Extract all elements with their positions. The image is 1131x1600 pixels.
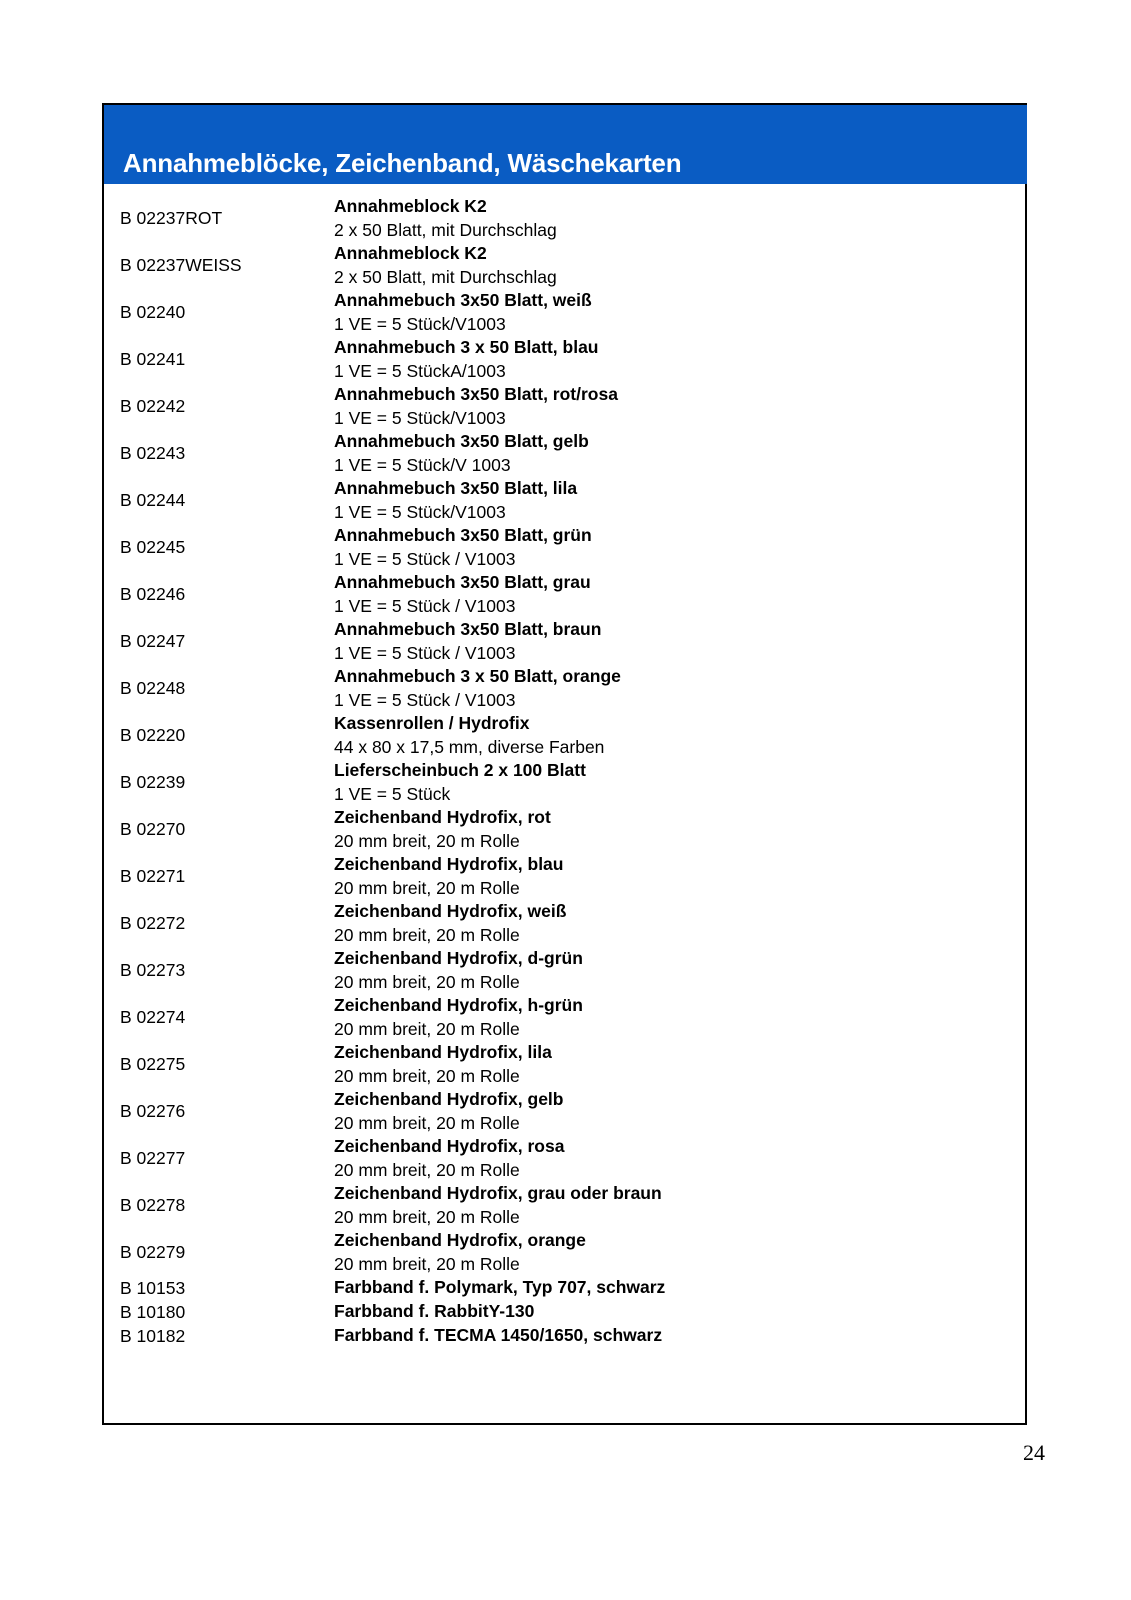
product-list: [104, 184, 1025, 1423]
product-detail: 1 VE = 5 Stück: [334, 783, 451, 804]
product-description: [334, 1088, 1025, 1135]
product-description: [334, 618, 1025, 665]
product-detail: 1 VE = 5 Stück/V1003: [334, 501, 506, 522]
product-name: Zeichenband Hydrofix, grau oder braun: [334, 1183, 662, 1204]
product-row: [104, 477, 1025, 524]
product-detail: 1 VE = 5 Stück / V1003: [334, 595, 516, 616]
product-row: [104, 524, 1025, 571]
product-row: [104, 1041, 1025, 1088]
product-name: Zeichenband Hydrofix, blau: [334, 854, 564, 875]
product-row: [104, 1324, 1025, 1348]
product-description: [334, 383, 1025, 430]
product-row: [104, 383, 1025, 430]
product-row: [104, 712, 1025, 759]
product-name: Zeichenband Hydrofix, h-grün: [334, 995, 583, 1016]
article-code: B 02240: [120, 302, 186, 322]
page-content-frame: [102, 103, 1027, 1425]
product-row: [104, 1300, 1025, 1324]
product-row: [104, 1182, 1025, 1229]
product-row: [104, 759, 1025, 806]
product-detail: 20 mm breit, 20 m Rolle: [334, 1206, 520, 1227]
product-description: [334, 477, 1025, 524]
article-code: B 02274: [120, 1007, 186, 1027]
article-code: B 10180: [120, 1301, 186, 1322]
product-description: [334, 195, 1025, 242]
product-detail: 20 mm breit, 20 m Rolle: [334, 1065, 520, 1086]
product-row: [104, 571, 1025, 618]
article-code: B 02278: [120, 1195, 186, 1215]
product-description: [334, 1300, 1025, 1324]
product-detail: 1 VE = 5 Stück / V1003: [334, 689, 516, 710]
product-row: [104, 994, 1025, 1041]
product-description: [334, 759, 1025, 806]
product-name: Farbband f. RabbitY-130: [334, 1301, 535, 1322]
product-row: [104, 806, 1025, 853]
product-name: Zeichenband Hydrofix, gelb: [334, 1089, 564, 1110]
product-name: Lieferscheinbuch 2 x 100 Blatt: [334, 760, 586, 781]
product-name: Kassenrollen / Hydrofix: [334, 713, 530, 734]
product-description: [334, 430, 1025, 477]
article-code: B 02220: [120, 725, 186, 745]
product-description: [334, 336, 1025, 383]
product-description: [334, 1324, 1025, 1348]
product-name: Annahmebuch 3 x 50 Blatt, orange: [334, 666, 621, 687]
product-row: [104, 1229, 1025, 1276]
product-description: [334, 242, 1025, 289]
product-row: [104, 947, 1025, 994]
article-code: B 02243: [120, 443, 186, 463]
product-description: [334, 665, 1025, 712]
product-row: [104, 336, 1025, 383]
article-code: B 02271: [120, 866, 186, 886]
page-number: 24: [1023, 1440, 1045, 1465]
product-row: [104, 1135, 1025, 1182]
product-row: [104, 430, 1025, 477]
article-code: B 02273: [120, 960, 186, 980]
product-name: Zeichenband Hydrofix, lila: [334, 1042, 552, 1063]
article-code: B 02247: [120, 631, 186, 651]
product-description: [334, 947, 1025, 994]
product-detail: 20 mm breit, 20 m Rolle: [334, 830, 520, 851]
product-description: [334, 853, 1025, 900]
product-description: [334, 571, 1025, 618]
product-detail: 20 mm breit, 20 m Rolle: [334, 1159, 520, 1180]
product-description: [334, 1135, 1025, 1182]
article-code: B 02246: [120, 584, 186, 604]
product-row: [104, 853, 1025, 900]
product-name: Zeichenband Hydrofix, orange: [334, 1230, 586, 1251]
article-code: B 02242: [120, 396, 186, 416]
product-description: [334, 712, 1025, 759]
product-row: [104, 1088, 1025, 1135]
product-detail: 1 VE = 5 Stück/V 1003: [334, 454, 511, 475]
article-code: B 02239: [120, 772, 186, 792]
product-detail: 1 VE = 5 StückA/1003: [334, 360, 506, 381]
product-detail: 1 VE = 5 Stück / V1003: [334, 548, 516, 569]
article-code: B 02276: [120, 1101, 186, 1121]
product-detail: 1 VE = 5 Stück/V1003: [334, 407, 506, 428]
article-code: B 02275: [120, 1054, 186, 1074]
product-list-body: [104, 184, 1025, 1348]
product-name: Annahmebuch 3x50 Blatt, grau: [334, 572, 591, 593]
product-name: Annahmebuch 3x50 Blatt, weiß: [334, 290, 592, 311]
product-name: Annahmebuch 3x50 Blatt, rot/rosa: [334, 384, 618, 405]
product-description: [334, 1276, 1025, 1300]
product-description: [334, 1182, 1025, 1229]
product-description: [334, 289, 1025, 336]
product-description: [334, 994, 1025, 1041]
article-code: B 02270: [120, 819, 186, 839]
product-detail: 2 x 50 Blatt, mit Durchschlag: [334, 266, 557, 287]
section-banner: [104, 105, 1027, 184]
section-title: Annahmeblöcke, Zeichenband, Wäschekarten: [123, 148, 682, 178]
product-row: [104, 665, 1025, 712]
product-name: Annahmebuch 3x50 Blatt, braun: [334, 619, 602, 640]
product-row: [104, 242, 1025, 289]
product-name: Annahmeblock K2: [334, 243, 487, 264]
product-row: [104, 618, 1025, 665]
article-code: B 02237WEISS: [120, 255, 242, 275]
product-name: Zeichenband Hydrofix, weiß: [334, 901, 567, 922]
article-code: B 02245: [120, 537, 186, 557]
article-code: B 02248: [120, 678, 186, 698]
product-detail: 20 mm breit, 20 m Rolle: [334, 1018, 520, 1039]
article-code: B 02241: [120, 349, 186, 369]
product-name: Annahmebuch 3x50 Blatt, grün: [334, 525, 592, 546]
product-name: Annahmebuch 3x50 Blatt, gelb: [334, 431, 589, 452]
product-detail: 20 mm breit, 20 m Rolle: [334, 1253, 520, 1274]
product-name: Annahmebuch 3 x 50 Blatt, blau: [334, 337, 599, 358]
product-name: Zeichenband Hydrofix, d-grün: [334, 948, 583, 969]
product-name: Farbband f. Polymark, Typ 707, schwarz: [334, 1277, 666, 1298]
article-code: B 10153: [120, 1277, 186, 1298]
article-code: B 02272: [120, 913, 186, 933]
product-row: [104, 1276, 1025, 1300]
product-detail: 44 x 80 x 17,5 mm, diverse Farben: [334, 736, 605, 757]
product-name: Annahmeblock K2: [334, 196, 487, 217]
product-description: [334, 524, 1025, 571]
article-code: B 02277: [120, 1148, 186, 1168]
product-name: Annahmebuch 3x50 Blatt, lila: [334, 478, 578, 499]
product-row: [104, 900, 1025, 947]
product-detail: 20 mm breit, 20 m Rolle: [334, 971, 520, 992]
product-description: [334, 1041, 1025, 1088]
article-code: B 02244: [120, 490, 186, 510]
product-row: [104, 289, 1025, 336]
product-name: Farbband f. TECMA 1450/1650, schwarz: [334, 1325, 663, 1346]
product-description: [334, 900, 1025, 947]
product-row: [104, 195, 1025, 242]
article-code: B 02279: [120, 1242, 186, 1262]
product-detail: 2 x 50 Blatt, mit Durchschlag: [334, 219, 557, 240]
product-detail: 1 VE = 5 Stück/V1003: [334, 313, 506, 334]
product-detail: 20 mm breit, 20 m Rolle: [334, 1112, 520, 1133]
article-code: B 02237ROT: [120, 208, 223, 228]
product-name: Zeichenband Hydrofix, rot: [334, 807, 551, 828]
product-detail: 20 mm breit, 20 m Rolle: [334, 877, 520, 898]
product-detail: 20 mm breit, 20 m Rolle: [334, 924, 520, 945]
product-detail: 1 VE = 5 Stück / V1003: [334, 642, 516, 663]
product-name: Zeichenband Hydrofix, rosa: [334, 1136, 565, 1157]
product-description: [334, 806, 1025, 853]
product-description: [334, 1229, 1025, 1276]
article-code: B 10182: [120, 1325, 186, 1346]
